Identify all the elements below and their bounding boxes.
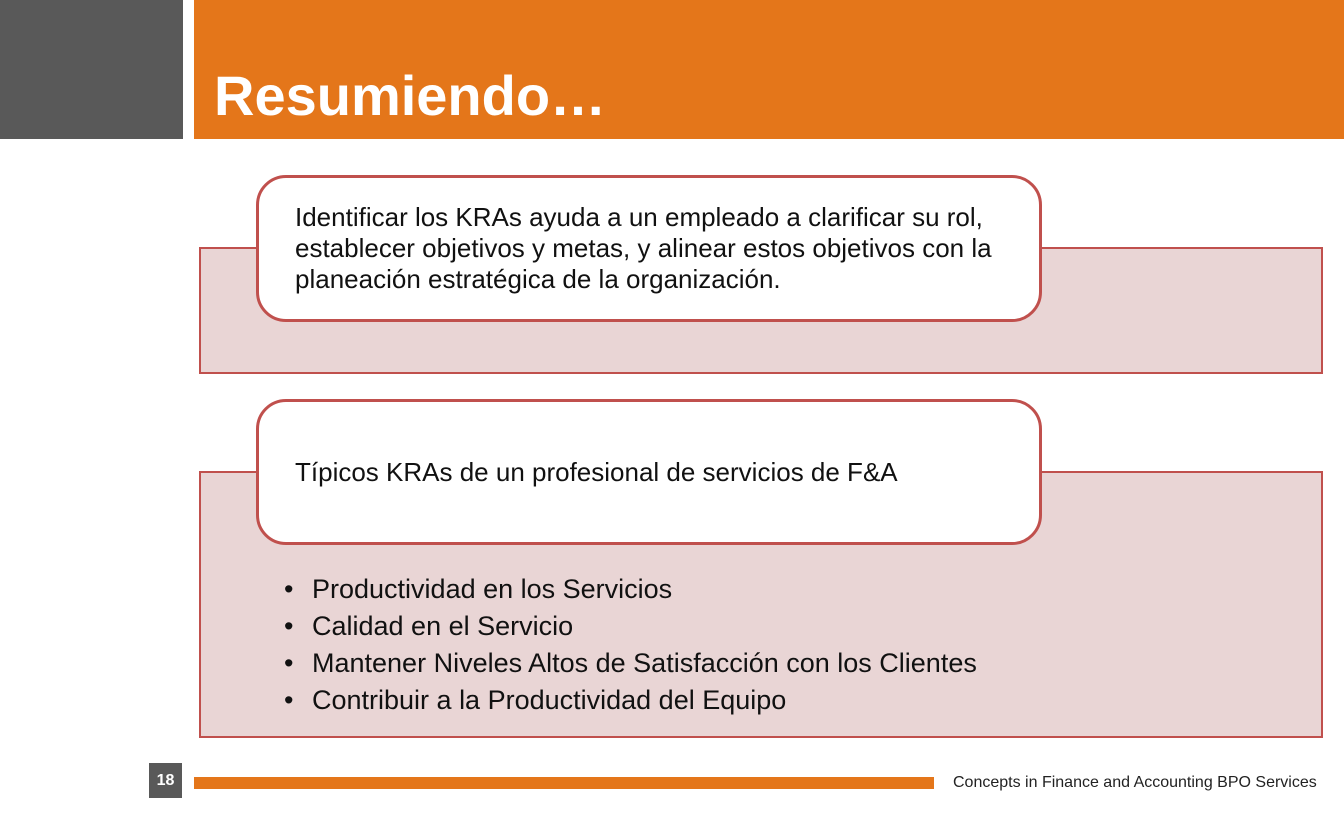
list-item-text: Productividad en los Servicios — [312, 574, 673, 604]
list-item-text: Contribuir a la Productividad del Equipo — [312, 685, 787, 715]
heading-box-1 — [256, 175, 1042, 322]
bullet-icon: • — [284, 611, 294, 641]
footer-text: Concepts in Finance and Accounting BPO Services — [953, 774, 1317, 791]
list-item — [284, 608, 977, 645]
heading-text-2: Típicos KRAs de un profesional de servicios de F&A — [295, 456, 898, 487]
list-item-text: Calidad en el Servicio — [312, 611, 574, 641]
heading-text-1: Identificar los KRAs ayuda a un empleado a clarificar su rol, establecer objetivos y metas, y alinear estos objetivos con la planeación estratégica de la organización. — [295, 202, 992, 294]
heading-box-2 — [256, 399, 1042, 545]
bullet-icon: • — [284, 685, 294, 715]
bullet-icon: • — [284, 574, 294, 604]
footer-accent-line — [194, 777, 934, 789]
bullet-icon: • — [284, 648, 294, 678]
list-item — [284, 682, 977, 719]
header-gray-block — [0, 0, 183, 139]
list-item-text: Mantener Niveles Altos de Satisfacción con los Clientes — [312, 648, 977, 678]
slide-title: Resumiendo… — [214, 64, 607, 127]
kra-list — [284, 571, 977, 719]
page-number: 18 — [149, 763, 182, 798]
list-item — [284, 571, 977, 608]
list-item — [284, 645, 977, 682]
